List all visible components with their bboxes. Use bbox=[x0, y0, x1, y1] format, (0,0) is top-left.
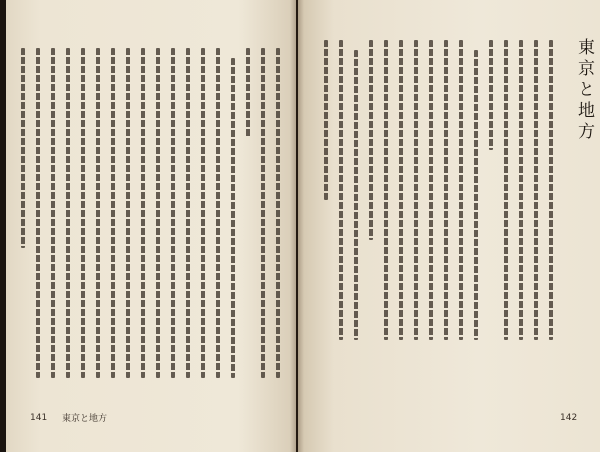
text-column bbox=[171, 48, 175, 378]
text-column bbox=[261, 48, 265, 378]
text-column bbox=[519, 40, 523, 340]
text-column bbox=[459, 40, 463, 340]
text-column bbox=[504, 40, 508, 340]
left-page bbox=[6, 0, 296, 452]
text-column bbox=[51, 48, 55, 378]
text-column bbox=[534, 40, 538, 340]
text-column bbox=[339, 40, 343, 340]
text-column bbox=[276, 48, 280, 378]
text-column bbox=[81, 48, 85, 378]
page-number-right: 142 bbox=[560, 413, 578, 423]
text-column bbox=[354, 50, 358, 340]
book-gutter bbox=[290, 0, 304, 452]
text-column bbox=[126, 48, 130, 378]
page-number-left: 141 bbox=[30, 413, 48, 423]
text-column bbox=[489, 40, 493, 150]
text-column bbox=[96, 48, 100, 378]
text-column bbox=[231, 58, 235, 378]
text-column bbox=[369, 40, 373, 240]
text-column bbox=[474, 50, 478, 340]
text-column bbox=[186, 48, 190, 378]
text-column bbox=[444, 40, 448, 340]
text-column bbox=[324, 40, 328, 200]
text-column bbox=[429, 40, 433, 340]
text-column bbox=[399, 40, 403, 340]
text-column bbox=[111, 48, 115, 378]
text-column bbox=[141, 48, 145, 378]
text-column bbox=[36, 48, 40, 378]
text-column bbox=[156, 48, 160, 378]
text-column bbox=[66, 48, 70, 378]
running-head: 東京と地方 bbox=[62, 414, 108, 424]
text-column bbox=[246, 48, 250, 138]
right-page bbox=[298, 0, 600, 452]
text-column bbox=[414, 40, 418, 340]
text-column bbox=[21, 48, 25, 248]
text-column bbox=[384, 40, 388, 340]
section-title: 東京と地方 bbox=[574, 38, 594, 143]
text-column bbox=[549, 40, 553, 340]
text-column bbox=[216, 48, 220, 378]
text-column bbox=[201, 48, 205, 378]
